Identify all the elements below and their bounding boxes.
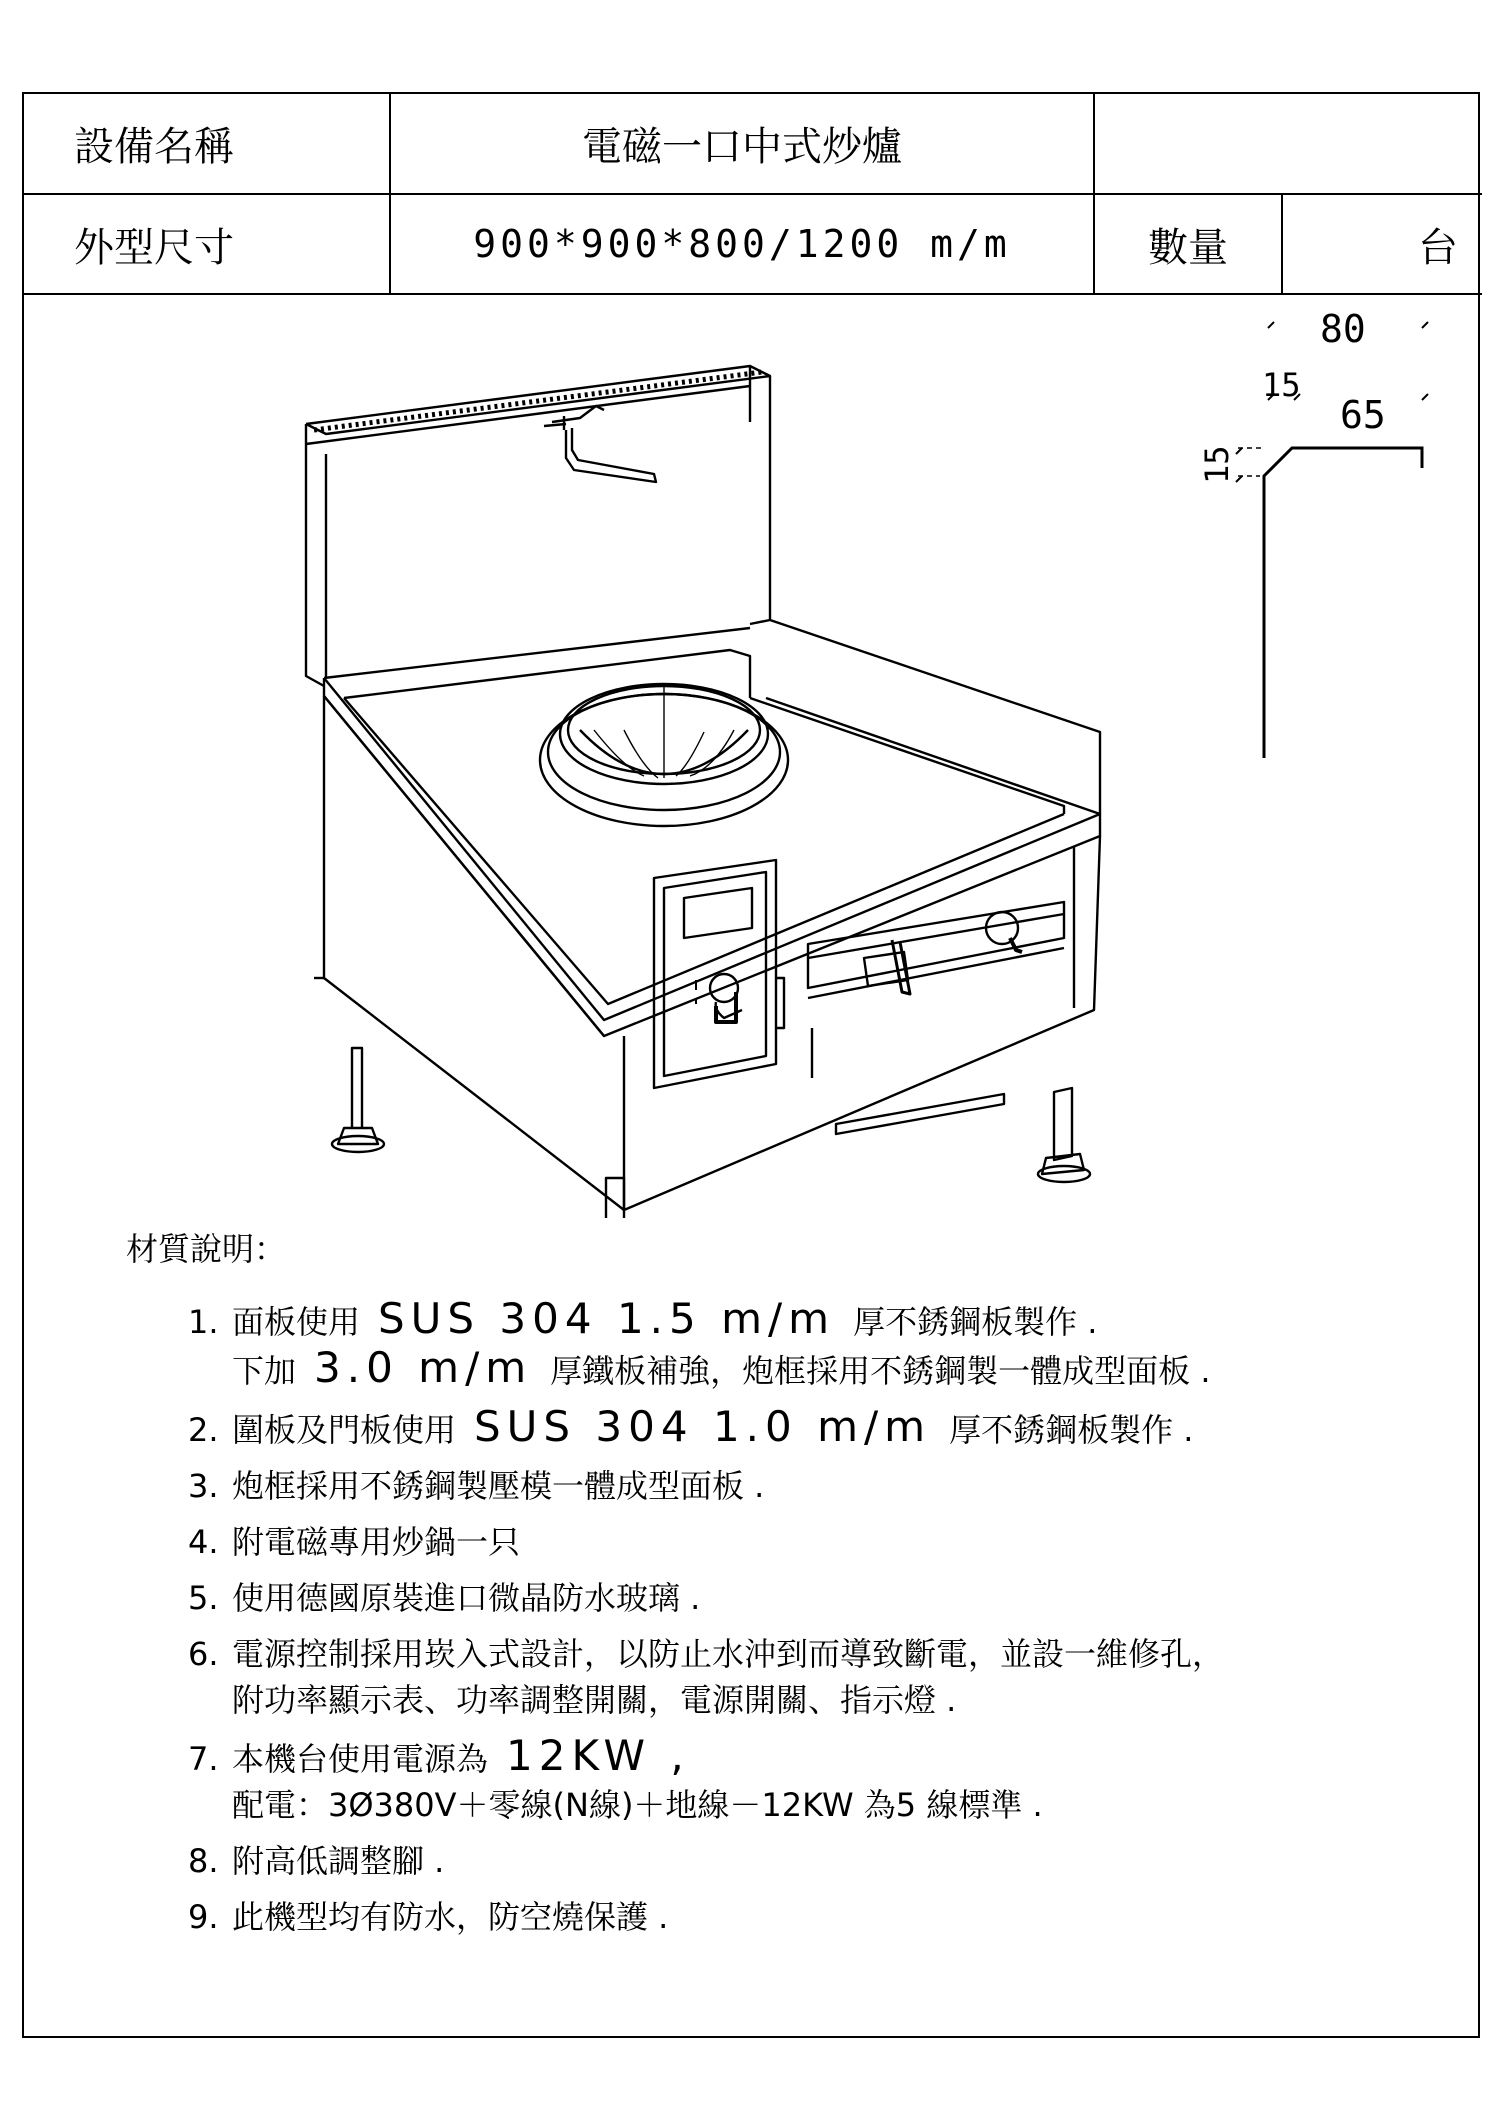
dim-15-side: 15	[1198, 445, 1236, 484]
note-text: 圍板及門板使用	[232, 1411, 457, 1449]
equipment-name-label: 設備名稱	[24, 94, 390, 194]
note-text: 使用德國原裝進口微晶防水玻璃 .	[232, 1579, 701, 1617]
note-text: 附高低調整腳 .	[232, 1842, 445, 1880]
note-number: 4.	[188, 1523, 219, 1561]
note-text: 炮框採用不銹鋼製壓模一體成型面板 .	[232, 1467, 765, 1505]
note-spec: SUS 304 1.0 m/m	[474, 1402, 932, 1451]
note-number: 5.	[188, 1579, 219, 1617]
note-spec: 12KW ,	[506, 1731, 690, 1780]
blank-cell	[1094, 94, 1482, 194]
equipment-name-value: 電磁一口中式炒爐	[390, 94, 1094, 194]
quantity-label: 數量	[1094, 194, 1282, 294]
note-text: 厚不銹鋼板製作 .	[853, 1303, 1098, 1341]
material-notes	[126, 1224, 1224, 1950]
note-text: 厚鐵板補強，炮框採用不銹鋼製一體成型面板 .	[550, 1352, 1211, 1390]
size-label: 外型尺寸	[24, 194, 390, 294]
note-number: 8.	[188, 1842, 219, 1880]
note-item	[188, 1296, 1224, 1394]
note-item	[188, 1519, 1224, 1565]
note-text: 面板使用	[232, 1303, 361, 1341]
note-number: 7.	[188, 1740, 219, 1778]
note-text: 電源控制採用崁入式設計，以防止水沖到而導致斷電，並設一維修孔，	[232, 1635, 1225, 1673]
note-continuation: 配電：3Ø380V＋零線(N線)＋地線－12KW 為5 線標準 .	[232, 1786, 1043, 1824]
note-item	[188, 1463, 1224, 1509]
name-row	[24, 94, 1482, 194]
spec-sheet	[22, 92, 1480, 2038]
note-spec: SUS 304 1.5 m/m	[378, 1294, 836, 1343]
stove-illustration	[306, 366, 1100, 1218]
note-number: 3.	[188, 1467, 219, 1505]
spec-table	[24, 94, 1482, 295]
note-number: 1.	[188, 1303, 219, 1341]
note-item	[188, 1404, 1224, 1453]
note-number: 9.	[188, 1898, 219, 1936]
note-text: 附電磁專用炒鍋一只	[232, 1523, 521, 1561]
quantity-unit: 台	[1282, 194, 1482, 294]
note-continuation: 附功率顯示表、功率調整開關，電源開關、指示燈 .	[232, 1681, 957, 1719]
note-text: 下加	[232, 1352, 297, 1390]
notes-list	[126, 1296, 1224, 1940]
note-item	[188, 1838, 1224, 1884]
note-spec: 3.0 m/m	[314, 1343, 533, 1392]
profile-section-drawing	[1198, 307, 1428, 758]
note-text: 厚不銹鋼板製作 .	[949, 1411, 1194, 1449]
size-value: 900*900*800/1200 m/m	[390, 194, 1094, 294]
note-number: 6.	[188, 1635, 219, 1673]
note-item	[188, 1733, 1224, 1828]
size-row	[24, 194, 1482, 294]
equipment-drawing	[24, 298, 1478, 1218]
note-text: 此機型均有防水，防空燒保護 .	[232, 1898, 669, 1936]
note-item	[188, 1631, 1224, 1723]
notes-title: 材質說明：	[126, 1230, 287, 1268]
dim-15-top: 15	[1262, 366, 1301, 404]
note-continuation	[188, 1345, 1224, 1394]
dim-80: 80	[1320, 307, 1366, 351]
note-item	[188, 1575, 1224, 1621]
dim-65: 65	[1340, 393, 1386, 437]
note-number: 2.	[188, 1411, 219, 1449]
note-item	[188, 1894, 1224, 1940]
note-text: 本機台使用電源為	[232, 1740, 489, 1778]
